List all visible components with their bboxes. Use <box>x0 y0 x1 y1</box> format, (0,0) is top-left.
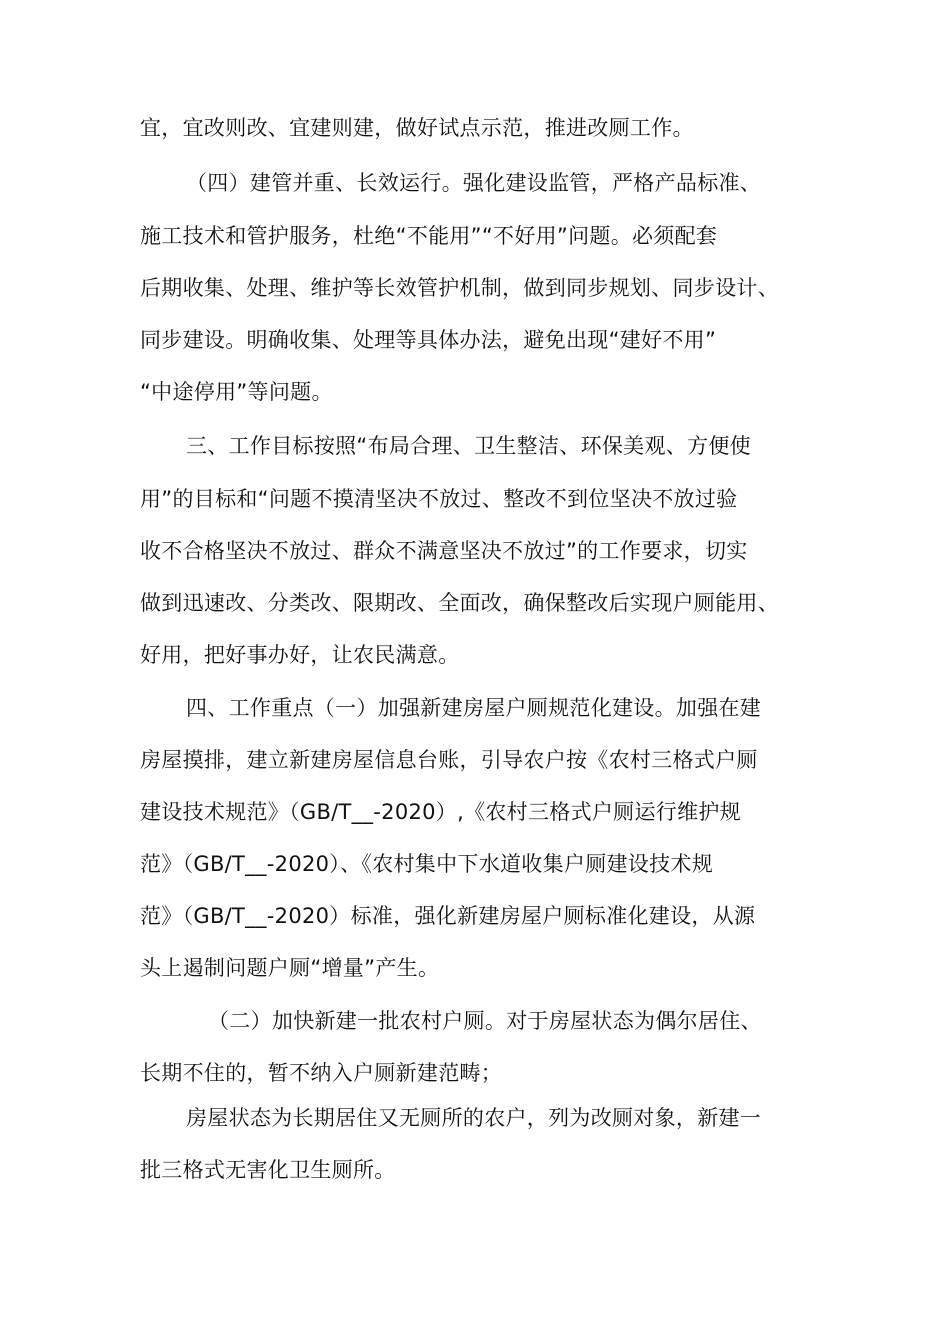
text-line-18: （二）加快新建一批农村户厕。对于房屋状态为偶尔居住、 <box>208 1009 762 1033</box>
text-line-10: 做到迅速改、分类改、限期改、全面改，确保整改后实现户厕能用、 <box>140 591 779 615</box>
text-line-2: （四）建管并重、长效运行。强化建设监管，严格产品标准、 <box>186 171 762 195</box>
text-line-5: 同步建设。明确收集、处理等具体办法，避免出现“建好不用” <box>140 328 717 352</box>
text-line-17: 头上遏制问题户厕“增量”产生。 <box>140 956 440 980</box>
text-line-11: 好用，把好事办好，让农民满意。 <box>140 643 460 667</box>
text-line-15: 范》（GB/T__-2020）、《农村集中下水道收集户厕建设技术规 <box>140 852 714 876</box>
text-line-16: 范》（GB/T__-2020）标准，强化新建房屋户厕标准化建设，从源 <box>140 904 756 928</box>
text-line-4: 后期收集、处理、维护等长效管护机制，做到同步规划、同步设计、 <box>140 276 779 300</box>
text-line-1: 宜，宜改则改、宜建则建，做好试点示范，推进改厕工作。 <box>140 116 694 140</box>
text-line-3: 施工技术和管护服务，杜绝“不能用”“不好用”问题。必须配套 <box>140 224 718 248</box>
text-line-7: 三、工作目标按照“布局合理、卫生整洁、环保美观、方便使 <box>186 434 751 458</box>
text-line-6: “中途停用”等问题。 <box>140 380 333 404</box>
text-line-21: 批三格式无害化卫生厕所。 <box>140 1158 396 1182</box>
text-line-19: 长期不住的，暂不纳入户厕新建范畴； <box>140 1061 503 1085</box>
text-line-13: 房屋摸排，建立新建房屋信息台账，引导农户按《农村三格式户厕 <box>140 748 758 772</box>
text-line-9: 收不合格坚决不放过、群众不满意坚决不放过”的工作要求，切实 <box>140 539 748 563</box>
text-line-12: 四、工作重点（一）加强新建房屋户厕规范化建设。加强在建 <box>186 696 762 720</box>
text-line-8: 用”的目标和“问题不摸清坚决不放过、整改不到位坚决不放过验 <box>140 487 738 511</box>
text-line-14: 建设技术规范》（GB/T__-2020）,《农村三格式户厕运行维护规 <box>140 800 741 824</box>
text-line-20: 房屋状态为长期居住又无厕所的农户，列为改厕对象，新建一 <box>186 1106 762 1130</box>
